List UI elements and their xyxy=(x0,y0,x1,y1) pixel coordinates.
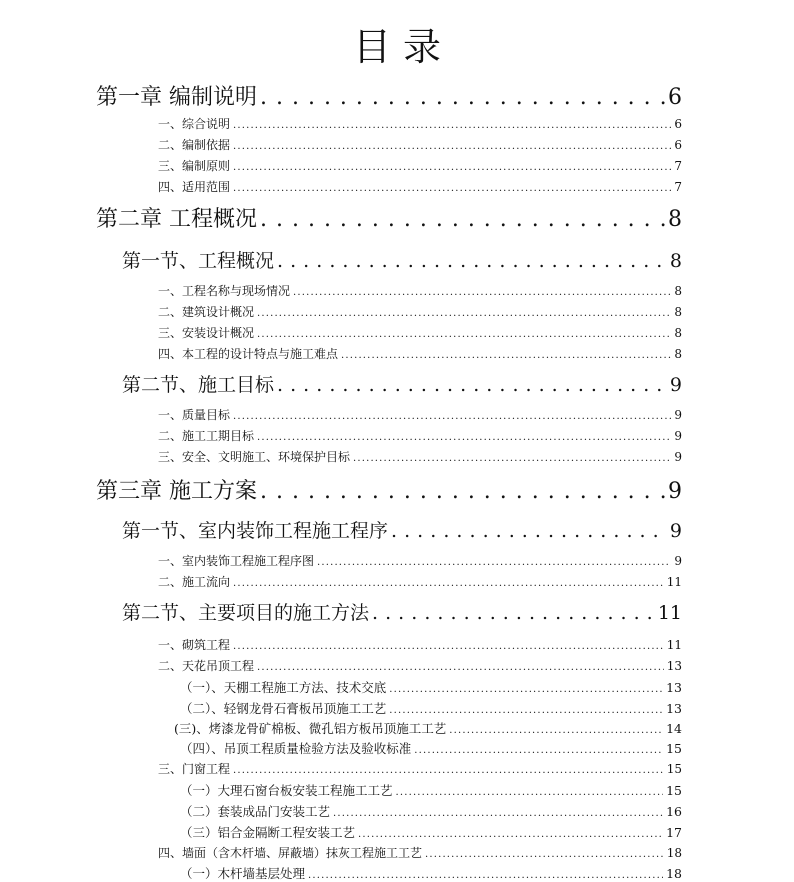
toc-entry-title: 二、编制依据 xyxy=(158,138,231,152)
toc-entry-title: 第一章 编制说明 xyxy=(96,85,257,110)
toc-entry-title: (三)、烤漆龙骨矿棉板、微孔铝方板吊顶施工工艺 xyxy=(174,721,447,736)
toc-entry-title: 三、门窗工程 xyxy=(158,762,231,776)
toc-entry-title: 第二章 工程概况 xyxy=(96,207,257,232)
dot-leader xyxy=(277,374,667,396)
toc-item[interactable] xyxy=(158,844,682,861)
dot-leader xyxy=(372,602,655,624)
page-title: 目 录 xyxy=(352,25,442,69)
toc-page-number: 9 xyxy=(668,479,682,504)
dot-leader xyxy=(233,159,671,173)
toc-page-number: 6 xyxy=(668,85,682,110)
toc-item[interactable] xyxy=(158,157,682,174)
toc-page-number: 7 xyxy=(674,180,682,194)
toc-entry-title: 二、天花吊顶工程 xyxy=(158,659,255,673)
dot-leader xyxy=(317,554,671,568)
toc-page-number: 9 xyxy=(669,520,682,542)
toc-entry-title: 第一节、工程概况 xyxy=(122,250,275,272)
toc-entry-title: 一、室内装饰工程施工程序图 xyxy=(158,554,315,568)
dot-leader xyxy=(257,305,671,319)
toc-section[interactable] xyxy=(122,370,682,397)
dot-leader xyxy=(341,347,671,361)
toc-page-number: 9 xyxy=(674,450,682,464)
dot-leader xyxy=(449,721,663,736)
toc-chapter[interactable] xyxy=(96,474,682,505)
toc-item[interactable] xyxy=(158,345,682,362)
dot-leader xyxy=(358,825,663,840)
toc-item[interactable] xyxy=(158,448,682,465)
toc-page-number: 9 xyxy=(669,374,682,396)
toc-entry-title: 第一节、室内装饰工程施工程序 xyxy=(122,520,389,542)
dot-leader xyxy=(260,85,665,110)
toc-page-number: 9 xyxy=(674,429,682,443)
toc-page-number: 18 xyxy=(666,846,682,860)
dot-leader xyxy=(333,804,663,819)
dot-leader xyxy=(277,250,667,272)
toc-item[interactable] xyxy=(158,657,682,674)
toc-page-number: 15 xyxy=(666,762,682,776)
toc-page-number: 13 xyxy=(666,701,682,716)
toc-page-number: 15 xyxy=(666,783,682,798)
toc-entry-title: （二）套装成品门安装工艺 xyxy=(180,804,331,819)
toc-section[interactable] xyxy=(122,598,682,625)
toc-page-number: 9 xyxy=(674,554,682,568)
dot-leader xyxy=(257,326,671,340)
toc-page-number: 18 xyxy=(666,866,682,881)
toc-page-number: 16 xyxy=(666,804,682,819)
toc-item[interactable] xyxy=(158,636,682,653)
toc-entry-title: 三、编制原则 xyxy=(158,159,231,173)
toc-entry-title: 四、适用范围 xyxy=(158,180,231,194)
toc-page-number: 11 xyxy=(657,602,682,624)
toc-subitem[interactable] xyxy=(180,864,682,882)
toc-chapter[interactable] xyxy=(96,202,682,233)
toc-page-number: 7 xyxy=(674,159,682,173)
toc-subitem[interactable] xyxy=(180,802,682,820)
toc-entry-title: （一）、天棚工程施工方法、技术交底 xyxy=(180,680,387,695)
toc-entry-title: 第二节、主要项目的施工方法 xyxy=(122,602,370,624)
dot-leader xyxy=(425,846,664,860)
toc-entry-title: （一）大理石窗台板安装工程施工工艺 xyxy=(180,783,393,798)
dot-leader xyxy=(308,866,663,881)
dot-leader xyxy=(257,659,664,673)
toc-item[interactable] xyxy=(158,760,682,777)
toc-subitem[interactable] xyxy=(180,699,682,717)
dot-leader xyxy=(233,575,664,589)
toc-item[interactable] xyxy=(158,573,682,590)
dot-leader xyxy=(233,138,671,152)
toc-entry-title: 一、工程名称与现场情况 xyxy=(158,284,291,298)
toc-subitem[interactable] xyxy=(174,719,682,737)
dot-leader xyxy=(396,783,664,798)
toc-item[interactable] xyxy=(158,178,682,195)
toc-chapter[interactable] xyxy=(96,80,682,111)
toc-page-number: 6 xyxy=(674,117,682,131)
toc-entry-title: （二）、轻钢龙骨石膏板吊顶施工工艺 xyxy=(180,701,387,716)
toc-section[interactable] xyxy=(122,516,682,543)
toc-page-number: 15 xyxy=(666,741,682,756)
dot-leader xyxy=(260,207,665,232)
toc-item[interactable] xyxy=(158,303,682,320)
toc-entry-title: 第三章 施工方案 xyxy=(96,479,257,504)
dot-leader xyxy=(414,741,663,756)
dot-leader xyxy=(233,117,671,131)
toc-entry-title: （一）木杆墙基层处理 xyxy=(180,866,306,881)
dot-leader xyxy=(391,520,667,542)
toc-page-number: 17 xyxy=(666,825,682,840)
toc-page-number: 8 xyxy=(674,284,682,298)
dot-leader xyxy=(257,429,671,443)
toc-item[interactable] xyxy=(158,552,682,569)
toc-page-number: 11 xyxy=(666,638,682,652)
toc-entry-title: 二、建筑设计概况 xyxy=(158,305,255,319)
toc-entry-title: 一、质量目标 xyxy=(158,408,231,422)
dot-leader xyxy=(233,638,664,652)
toc-entry-title: 第二节、施工目标 xyxy=(122,374,275,396)
toc-subitem[interactable] xyxy=(180,781,682,799)
toc-entry-title: 三、安装设计概况 xyxy=(158,326,255,340)
toc-page-number: 13 xyxy=(666,659,682,673)
dot-leader xyxy=(260,479,665,504)
toc-entry-title: 一、综合说明 xyxy=(158,117,231,131)
toc-item[interactable] xyxy=(158,427,682,444)
toc-section[interactable] xyxy=(122,246,682,273)
toc-item[interactable] xyxy=(158,282,682,299)
toc-entry-title: （四）、吊顶工程质量检验方法及验收标准 xyxy=(180,741,412,756)
toc-entry-title: 一、砌筑工程 xyxy=(158,638,231,652)
toc-page-number: 11 xyxy=(666,575,682,589)
toc-page-number: 13 xyxy=(666,680,682,695)
toc-item[interactable] xyxy=(158,115,682,132)
toc-item[interactable] xyxy=(158,324,682,341)
toc-item[interactable] xyxy=(158,136,682,153)
toc-page-number: 8 xyxy=(674,347,682,361)
dot-leader xyxy=(353,450,671,464)
dot-leader xyxy=(233,408,671,422)
toc-entry-title: 三、安全、文明施工、环境保护目标 xyxy=(158,450,351,464)
toc-page-number: 6 xyxy=(674,138,682,152)
toc-subitem[interactable] xyxy=(180,739,682,757)
toc-item[interactable] xyxy=(158,406,682,423)
toc-page-number: 8 xyxy=(674,326,682,340)
toc-subitem[interactable] xyxy=(180,823,682,841)
toc-entry-title: 四、本工程的设计特点与施工难点 xyxy=(158,347,339,361)
dot-leader xyxy=(389,701,663,716)
toc-entry-title: 二、施工流向 xyxy=(158,575,231,589)
toc-page-number: 9 xyxy=(674,408,682,422)
toc-entry-title: （三）铝合金隔断工程安装工艺 xyxy=(180,825,356,840)
toc-page-number: 8 xyxy=(668,207,682,232)
dot-leader xyxy=(293,284,671,298)
dot-leader xyxy=(233,180,671,194)
dot-leader xyxy=(233,762,664,776)
toc-subitem[interactable] xyxy=(180,678,682,696)
dot-leader xyxy=(389,680,663,695)
toc-page-number: 8 xyxy=(674,305,682,319)
toc-entry-title: 二、施工工期目标 xyxy=(158,429,255,443)
toc-page-number: 14 xyxy=(666,721,682,736)
toc-page-number: 8 xyxy=(669,250,682,272)
toc-entry-title: 四、墙面（含木杆墙、屏蔽墙）抹灰工程施工工艺 xyxy=(158,846,423,860)
